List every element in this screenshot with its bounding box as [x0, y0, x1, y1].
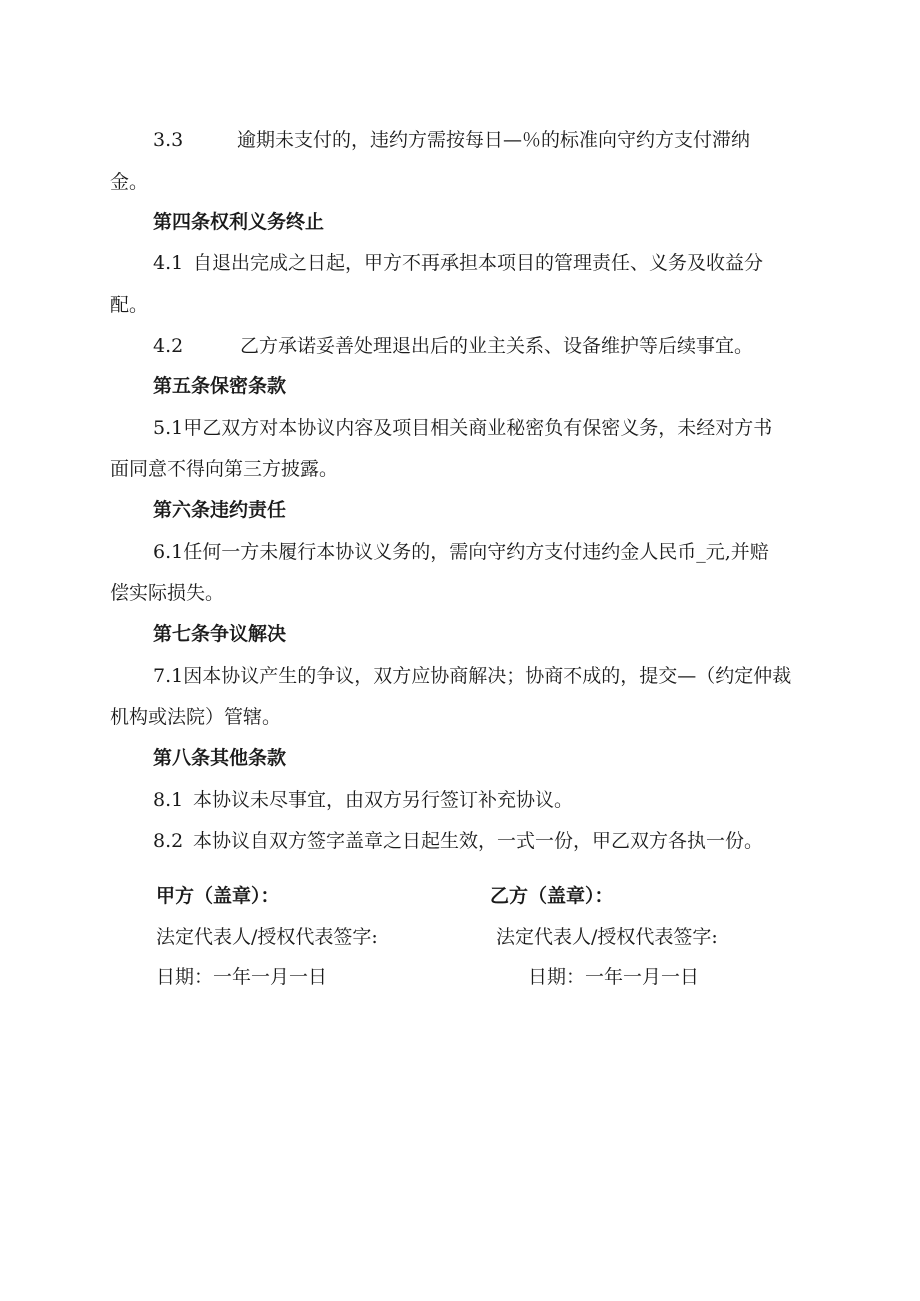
- party-b-representative-label: 法定代表人/授权代表签字:: [496, 926, 718, 948]
- clause-3-3-line-1: [153, 128, 750, 152]
- clause-text: 本协议自双方签字盖章之日起生效，一式一份，甲乙双方各执一份。: [193, 830, 764, 852]
- article-4-heading: 第四条权利义务终止: [153, 211, 325, 233]
- party-b-seal-label: 乙方（盖章）：: [490, 885, 614, 907]
- article-8-heading: 第八条其他条款: [153, 747, 287, 769]
- clause-8-1-line-1: [153, 788, 573, 812]
- clause-4-1-line-2: 配。: [110, 294, 149, 316]
- clause-text: 自退出完成之日起，甲方不再承担本项目的管理责任、义务及收益分: [193, 252, 764, 274]
- clause-number: 4.2: [153, 335, 184, 357]
- article-7-heading: 第七条争议解决: [153, 623, 287, 645]
- clause-6-1-line-1: 6.1任何一方未履行本协议义务的，需向守约方支付违约金人民币_元,并赔: [153, 541, 769, 563]
- clause-5-1-line-2: 面同意不得向第三方披露。: [110, 458, 339, 480]
- clause-7-1-line-1: 7.1因本协议产生的争议，双方应协商解决；协商不成的，提交—（约定仲裁: [153, 665, 792, 687]
- party-a-seal-label: 甲方（盖章）：: [156, 885, 280, 907]
- party-b-date-label: 日期：一年一月一日: [528, 966, 700, 988]
- clause-5-1-line-1: 5.1甲乙双方对本协议内容及项目相关商业秘密负有保密义务，未经对方书: [153, 417, 773, 439]
- clause-text: 本协议未尽事宜，由双方另行签订补充协议。: [193, 789, 574, 811]
- clause-number: 8.1: [153, 789, 184, 811]
- article-6-heading: 第六条违约责任: [153, 499, 287, 521]
- clause-8-2-line-1: [153, 829, 763, 853]
- clause-text: 乙方承诺妥善处理退出后的业主关系、设备维护等后续事宜。: [240, 335, 754, 357]
- article-5-heading: 第五条保密条款: [153, 375, 287, 397]
- clause-text: 逾期未支付的，违约方需按每日—％的标准向守约方支付滞纳: [237, 129, 751, 151]
- clause-6-1-line-2: 偿实际损失。: [110, 582, 225, 604]
- clause-number: 4.1: [153, 252, 184, 274]
- clause-4-1-line-1: [153, 251, 763, 275]
- clause-number: 8.2: [153, 830, 184, 852]
- clause-4-2-line-1: [153, 334, 753, 358]
- clause-number: 3.3: [153, 129, 184, 151]
- clause-7-1-line-2: 机构或法院）管辖。: [110, 706, 282, 728]
- clause-3-3-line-2: 金。: [110, 171, 149, 193]
- party-a-date-label: 日期：一年一月一日: [156, 966, 328, 988]
- party-a-representative-label: 法定代表人/授权代表签字:: [156, 926, 378, 948]
